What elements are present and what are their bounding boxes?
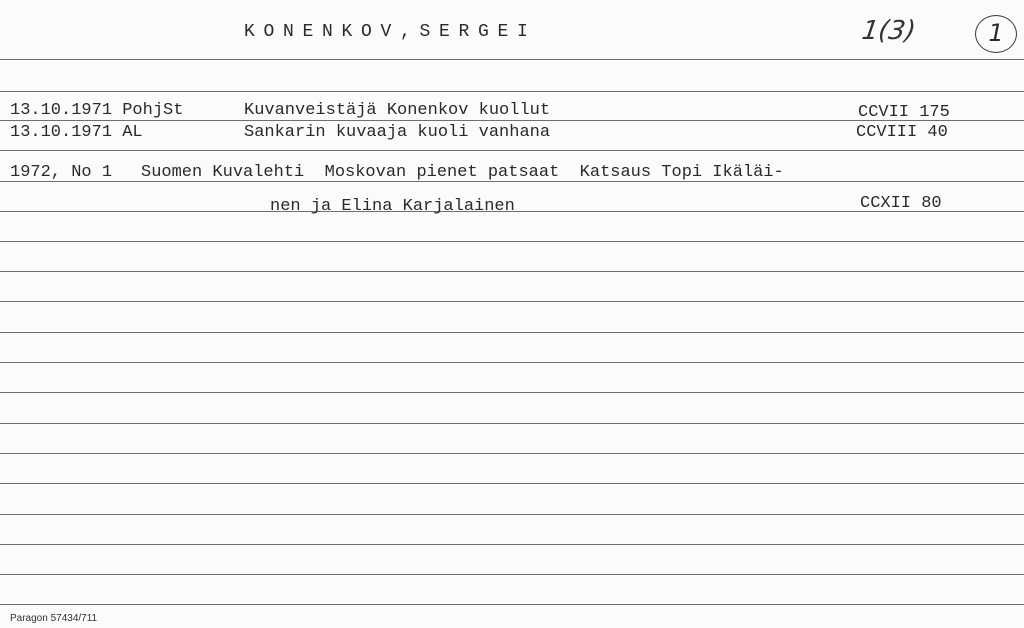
rule-line bbox=[0, 604, 1024, 605]
entry-date: 13.10.1971 AL bbox=[10, 123, 143, 142]
rule-line bbox=[0, 332, 1024, 333]
circled-number-stamp bbox=[975, 15, 1017, 53]
rule-line bbox=[0, 453, 1024, 454]
entry-text: Kuvanveistäjä Konenkov kuollut bbox=[244, 101, 551, 120]
rule-line bbox=[0, 514, 1024, 515]
print-mark: Paragon 57434/711 bbox=[10, 613, 98, 624]
rule-line bbox=[0, 392, 1024, 393]
entry-date: 13.10.1971 PohjSt bbox=[10, 101, 184, 120]
card-title: KONENKOV,SERGEI bbox=[244, 22, 537, 42]
entry-text: Suomen Kuvalehti Moskovan pienet patsaat Katsaus Topi Ikäläi- bbox=[141, 163, 784, 182]
rule-line bbox=[0, 301, 1024, 302]
entry-date: 1972, No 1 bbox=[10, 163, 113, 182]
entry-text: Sankarin kuvaaja kuoli vanhana bbox=[244, 123, 551, 142]
rule-line bbox=[0, 423, 1024, 424]
rule-line bbox=[0, 574, 1024, 575]
sequence-number: 1(3) bbox=[859, 16, 918, 46]
entry-ref: CCVIII 40 bbox=[856, 123, 948, 142]
circled-number: 1 bbox=[988, 19, 1004, 47]
rule-line bbox=[0, 91, 1024, 92]
entry-text-continued: nen ja Elina Karjalainen bbox=[270, 197, 515, 216]
entry-ref: CCXII 80 bbox=[860, 194, 942, 213]
rule-line bbox=[0, 483, 1024, 484]
rule-line bbox=[0, 59, 1024, 60]
entry-ref: CCVII 175 bbox=[858, 103, 950, 122]
rule-line bbox=[0, 362, 1024, 363]
rule-line bbox=[0, 271, 1024, 272]
rule-line bbox=[0, 544, 1024, 545]
rule-line bbox=[0, 150, 1024, 151]
rule-line bbox=[0, 241, 1024, 242]
